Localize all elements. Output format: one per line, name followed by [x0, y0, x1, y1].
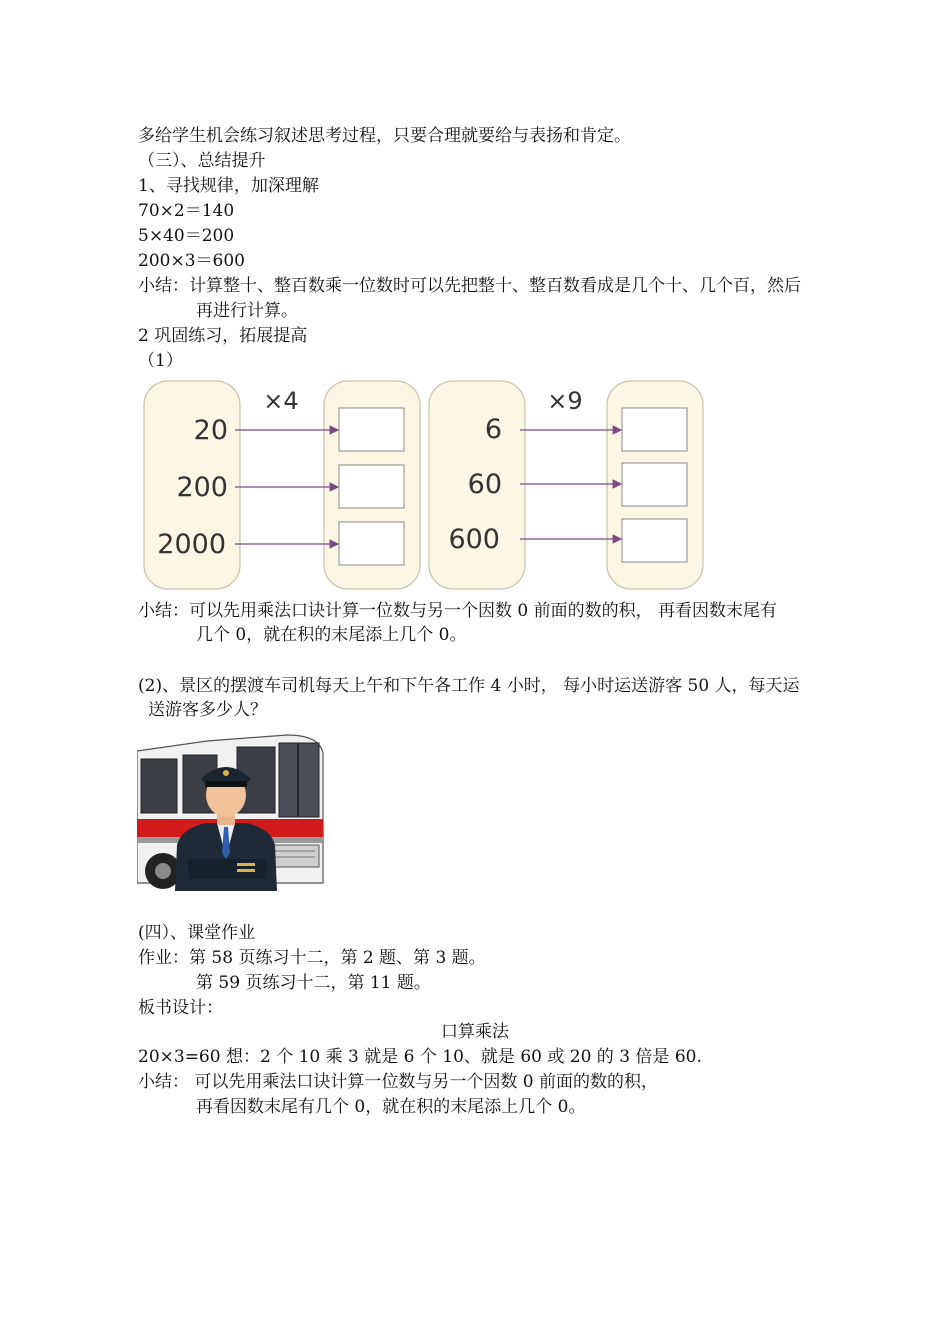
answer-box[interactable] — [622, 519, 687, 562]
sub-heading: 1、寻找规律，加深理解 — [138, 176, 319, 196]
input-number: 600 — [448, 524, 500, 555]
answer-box[interactable] — [622, 463, 687, 506]
summary-line: 小结：计算整十、整百数乘一位数时可以先把整十、整百数看成是几个十、几个百，然后 — [138, 276, 801, 296]
sub-heading: 2 巩固练习，拓展提高 — [138, 326, 308, 346]
multiplication-diagram — [138, 375, 708, 595]
answer-box[interactable] — [339, 465, 404, 508]
homework-line: 作业：第 58 页练习十二，第 2 题、第 3 题。 — [138, 948, 486, 968]
input-number: 200 — [176, 472, 228, 503]
board-summary: 小结： 可以先用乘法口诀计算一位数与另一个因数 0 前面的数的积， — [138, 1072, 659, 1092]
bus-driver-illustration — [137, 733, 325, 891]
section-heading: （三）、总结提升 — [138, 151, 266, 171]
word-problem: (2)、景区的摆渡车司机每天上午和下午各工作 4 小时， 每小时运送游客 50 人，每天运 — [138, 676, 800, 696]
board-title: 口算乘法 — [441, 1022, 509, 1042]
word-problem-cont: 送游客多少人？ — [148, 700, 267, 720]
input-number: 60 — [467, 469, 502, 500]
equation: 70×2＝140 — [138, 201, 235, 221]
input-number: 20 — [193, 415, 228, 446]
exercise-label: （1） — [138, 351, 183, 371]
left-group — [144, 381, 420, 589]
equation: 200×3＝600 — [138, 251, 245, 271]
operator-label: ×4 — [263, 387, 299, 415]
board-design-label: 板书设计： — [138, 998, 223, 1018]
answer-box[interactable] — [339, 408, 404, 451]
answer-box[interactable] — [622, 408, 687, 451]
summary-line-cont: 再进行计算。 — [196, 301, 298, 321]
right-group — [429, 381, 703, 589]
operator-label: ×9 — [547, 387, 583, 415]
section-heading: (四）、课堂作业 — [138, 923, 256, 943]
summary-line: 小结：可以先用乘法口诀计算一位数与另一个因数 0 前面的数的积， 再看因数末尾有 — [138, 601, 778, 621]
summary-line-cont: 几个 0，就在积的末尾添上几个 0。 — [196, 625, 467, 645]
input-number: 2000 — [157, 529, 226, 560]
homework-line-cont: 第 59 页练习十二，第 11 题。 — [196, 973, 431, 993]
board-example: 20×3=60 想：2 个 10 乘 3 就是 6 个 10、就是 60 或 20 的 3 倍是 60. — [138, 1047, 702, 1067]
board-summary-cont: 再看因数末尾有几个 0，就在积的末尾添上几个 0。 — [196, 1097, 586, 1117]
answer-box[interactable] — [339, 522, 404, 565]
input-number: 6 — [484, 414, 502, 445]
text-line: 多给学生机会练习叙述思考过程，只要合理就要给与表扬和肯定。 — [138, 126, 631, 146]
equation: 5×40＝200 — [138, 226, 235, 246]
